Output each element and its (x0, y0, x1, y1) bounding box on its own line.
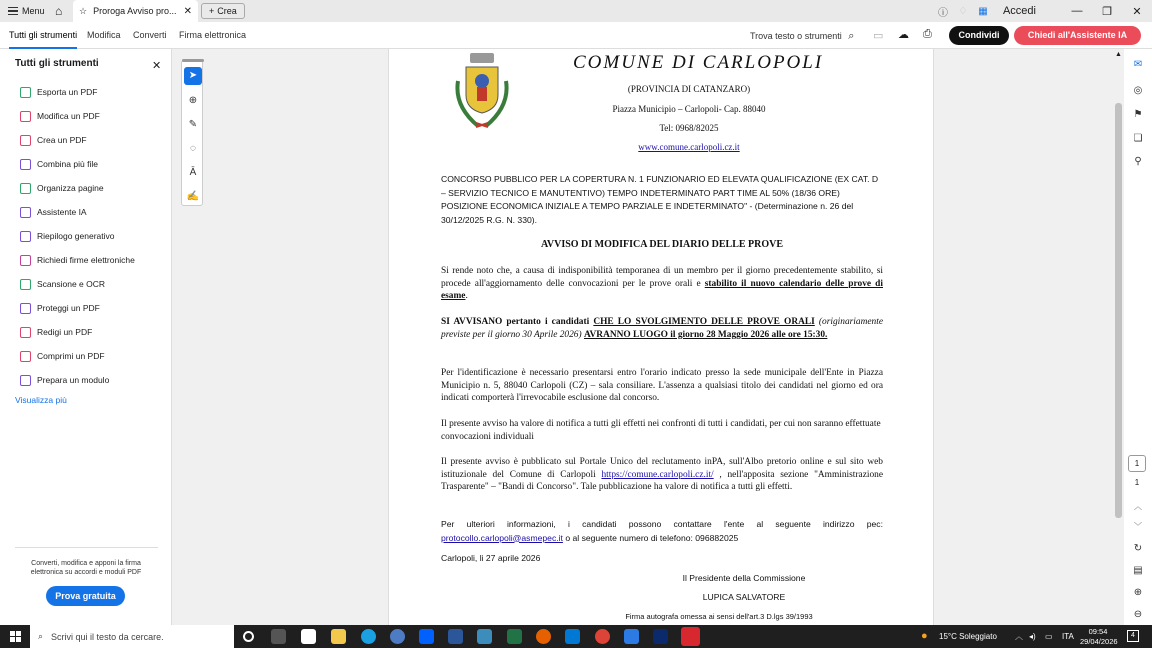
p2a: Si rende noto che, a causa di indisponibilità temporanea di un membro per il giorno precedentemente stabilito, si procede all'aggiornamento delle convocazioni per le prove orali e (441, 266, 883, 289)
sidebar-item-label: Esporta un PDF (37, 87, 98, 97)
attachment-icon[interactable]: ⚲ (1134, 156, 1142, 167)
tool-icon (20, 207, 31, 218)
province: (PROVINCIA DI CATANZARO) (627, 84, 751, 94)
tool-icon (20, 183, 31, 194)
search-icon: ⌕ (848, 30, 855, 42)
ai-assistant-button[interactable]: Chiedi all'Assistente IA (1014, 26, 1141, 45)
sidebar-item[interactable] (20, 180, 104, 196)
sidebar-item-label: Crea un PDF (37, 135, 87, 145)
cloud-upload-icon[interactable]: ☁ (898, 29, 909, 41)
sidebar-item-label: Modifica un PDF (37, 111, 100, 121)
new-tab-button[interactable] (201, 3, 245, 19)
app-icon[interactable] (390, 629, 405, 644)
tool-icon (20, 135, 31, 146)
title-bar (0, 0, 1152, 22)
total-pages: 1 (1134, 478, 1140, 487)
sidebar-item-label: Scansione e OCR (37, 279, 106, 289)
sidebar-item[interactable] (20, 252, 135, 268)
chrome-icon[interactable] (595, 629, 610, 644)
sidebar-item-label: Organizza pagine (37, 183, 104, 193)
share-button[interactable]: Condividi (949, 26, 1009, 45)
sidebar-item[interactable] (20, 348, 105, 364)
sidebar-item[interactable] (20, 204, 87, 220)
municipality-title: COMUNE DI CARLOPOLI (573, 52, 824, 73)
paragraph-4: Il presente avviso ha valore di notifica a tutti gli effetti nei confronti di tutti i candidati, per cui non saranno effettuate convocazioni individuali (441, 419, 881, 442)
apps-icon[interactable]: ▦ (978, 5, 988, 17)
sidebar-item[interactable] (20, 324, 92, 340)
paragraph-6 (441, 518, 883, 545)
app-icon[interactable] (624, 629, 639, 644)
star-icon[interactable]: ☆ (79, 5, 88, 16)
save-icon[interactable]: ▭ (873, 30, 884, 42)
scroll-up-icon[interactable]: ▲ (1115, 51, 1122, 58)
zoom-out-icon[interactable]: ⊖ (1133, 609, 1143, 620)
cortana-icon[interactable] (243, 631, 254, 642)
sidebar-item[interactable] (20, 276, 105, 292)
page-up-icon[interactable]: ︿ (1134, 502, 1142, 511)
acrobat-icon[interactable] (681, 627, 700, 646)
sidebar-item-label: Assistente IA (37, 207, 87, 217)
sidebar-item[interactable] (20, 228, 115, 244)
network-icon[interactable]: ▭ (1045, 632, 1053, 641)
select-cursor-icon[interactable]: ➤ (184, 67, 202, 85)
notice-heading: AVVISO DI MODIFICA DEL DIARIO DELLE PROVE (540, 239, 784, 250)
website-link[interactable]: www.comune.carlopoli.cz.it (638, 142, 740, 152)
document-tab[interactable] (73, 0, 198, 22)
tab-edit[interactable]: Modifica (87, 30, 121, 40)
paragraph-2 (441, 316, 883, 341)
page-down-icon[interactable]: ﹀ (1134, 522, 1142, 531)
text-select-icon[interactable]: Ā (189, 167, 197, 178)
tools-sidebar (0, 49, 172, 625)
signature-name: LUPICA SALVATORE (702, 592, 786, 602)
lasso-icon[interactable]: ◌ (190, 143, 196, 154)
address: Piazza Municipio – Carlopoli- Cap. 88040 (612, 104, 766, 114)
vertical-scrollbar[interactable] (1113, 49, 1124, 625)
sidebar-item[interactable] (20, 84, 97, 100)
windows-start-icon[interactable] (10, 631, 21, 642)
sidebar-item[interactable] (20, 156, 98, 172)
plus-icon: + (209, 6, 215, 16)
weather-text[interactable]: 15°C Soleggiato (939, 632, 997, 641)
taskbar (0, 625, 1152, 648)
restore-icon[interactable]: ❐ (1102, 5, 1112, 18)
tab-all-tools[interactable]: Tutti gli strumenti (9, 22, 77, 49)
tab-convert[interactable]: Converti (133, 30, 167, 40)
sidebar-item-label: Richiedi firme elettroniche (37, 255, 135, 265)
tool-icon (20, 255, 31, 266)
notification-badge[interactable]: 4 (1127, 630, 1139, 642)
pdf-page (388, 49, 934, 625)
tab-esign[interactable]: Firma elettronica (179, 30, 247, 40)
help-icon[interactable]: ⓘ (937, 7, 948, 19)
excel-icon[interactable] (507, 629, 522, 644)
ai-chat-icon[interactable]: ◎ (1133, 85, 1143, 96)
p6a: Il presente avviso è pubblicato sul Portale Unico del reclutamento inPA, sull'Albo pretorio online e sul sito web istituzionale del Comune di Carlopoli (441, 457, 883, 480)
dropbox-icon[interactable] (419, 629, 434, 644)
find-label: Trova testo o strumenti (750, 31, 842, 41)
tool-icon (20, 159, 31, 170)
signature-role: Il Presidente della Commissione (682, 573, 806, 583)
quick-tools-rail (181, 60, 203, 206)
paragraph-3: Per l'identificazione è necessario presentarsi entro l'orario indicato presso la sede municipale dell'Ente in Piazza Municipio n. 5, 88040 Carlopoli (CZ) – sala consiliare. L'assenza a qualsiasi titolo dei candidati nel giorno ed ora indicati comporterà l'irrevocabile esclusione dal concorso. (441, 368, 883, 404)
app-icon[interactable] (565, 629, 580, 644)
pen-icon[interactable]: ✎ (188, 119, 198, 130)
subject-paragraph: CONCORSO PUBBLICO PER LA COPERTURA N. 1 FUNZIONARIO ED ELEVATA QUALIFICAZIONE (EX CAT. D – SERVIZIO TECNICO E MANUTENTIVO) TEMPO INDETERMINATO PART TIME AL 50% (18/36 ORE) POSIZIONE ECONOMICA INIZIALE A TEMPO PARZIALE E INDETERMINATO" - (Determinazione n. 26 del 30/12/2025 R.G. N. 330). (441, 174, 879, 225)
main-toolbar (0, 22, 1152, 49)
signin-button[interactable]: Accedi (1002, 5, 1036, 17)
p6b: , nell'apposita sezione "Amministrazione Trasparente" – "Bandi di Concorso". Tale pubblicazione ha valore di notifica a tutti gli effetti. (441, 469, 883, 493)
p3b: CHE LO SVOLGIMENTO DELLE PROVE ORALI (593, 317, 815, 327)
tool-icon (20, 231, 31, 242)
sidebar-title: Tutti gli strumenti (15, 58, 99, 69)
time: 09:54 (1088, 627, 1108, 636)
p7b: o al seguente numero di telefono: 096882025 (562, 532, 739, 543)
promo-text: Converti, modifica e apponi la firma elettronica su accordi e moduli PDF (30, 560, 142, 576)
zoom-comment-icon[interactable]: ⊕ (188, 95, 198, 106)
place-date: Carlopoli, li 27 aprile 2026 (441, 553, 541, 563)
phone: Tel: 0968/82025 (659, 123, 719, 133)
rail-handle[interactable] (182, 59, 204, 62)
chrome-g-icon[interactable] (301, 629, 316, 644)
minimize-icon[interactable]: — (1071, 5, 1083, 17)
clock[interactable] (1080, 627, 1116, 646)
sidebar-item[interactable] (20, 372, 109, 388)
p3d: AVRANNO LUOGO il giorno 28 Maggio 2026 alle ore 15:30. (583, 329, 828, 340)
site-url-link[interactable]: https://comune.carlopoli.cz.it/ (601, 469, 714, 480)
close-window-icon[interactable]: ✕ (1132, 5, 1142, 18)
zoom-in-icon[interactable]: ⊕ (1133, 587, 1143, 598)
sidebar-item-label: Combina più file (37, 159, 98, 169)
store-icon[interactable] (477, 629, 492, 644)
sidebar-item[interactable] (20, 132, 87, 148)
tool-icon (20, 375, 31, 386)
current-page-input[interactable]: 1 (1128, 455, 1146, 472)
tool-icon (20, 279, 31, 290)
menu-button[interactable] (0, 0, 53, 22)
tray-arrow-icon[interactable]: ︿ (1015, 632, 1023, 641)
p2b: stabilito il nuovo calendario delle prove di esame (441, 278, 883, 302)
coat-of-arms-icon (452, 51, 512, 133)
tool-icon (20, 87, 31, 98)
sidebar-item[interactable] (20, 300, 100, 316)
task-view-icon[interactable] (271, 629, 286, 644)
edge-icon[interactable] (361, 629, 376, 644)
sidebar-item-label: Proteggi un PDF (37, 303, 100, 313)
search-icon: ⌕ (38, 631, 44, 641)
paragraph-1 (441, 265, 883, 303)
word-icon[interactable] (448, 629, 463, 644)
scroll-thumb[interactable] (1115, 103, 1122, 518)
sign-icon[interactable]: ✍ (186, 191, 200, 202)
weather-icon: ● (921, 630, 928, 642)
language[interactable]: ITA (1062, 632, 1074, 641)
home-icon[interactable]: ⌂ (55, 4, 63, 18)
tool-icon (20, 303, 31, 314)
sidebar-item-label: Riepilogo generativo (37, 231, 115, 241)
sidebar-item-label: Redigi un PDF (37, 327, 93, 337)
new-tab-label: Crea (217, 6, 237, 16)
sidebar-item-label: Prepara un modulo (37, 375, 110, 385)
pec-email-link[interactable]: protocollo.carlopoli@asmepec.it (441, 532, 563, 543)
p3a: SI AVVISANO pertanto i candidati (441, 317, 594, 327)
rotate-icon[interactable]: ↻ (1133, 543, 1143, 554)
find-tools[interactable] (750, 30, 854, 43)
paragraph-5 (441, 456, 883, 494)
hamburger-icon (8, 7, 18, 15)
footnote: Firma autografa omessa ai sensi dell'art.3 D.lgs 39/1993 (625, 612, 813, 621)
tool-icon (20, 351, 31, 362)
app-icon[interactable] (653, 629, 668, 644)
page-fit-icon[interactable]: ▤ (1133, 565, 1143, 576)
date: 29/04/2026 (1080, 636, 1118, 646)
bookmark-icon[interactable]: ⚑ (1133, 109, 1143, 120)
sidebar-item[interactable] (20, 108, 100, 124)
tab-title: Proroga Avviso pro... (93, 6, 177, 16)
close-tab-icon[interactable]: ✕ (183, 5, 192, 17)
close-sidebar-icon[interactable]: ✕ (152, 60, 162, 72)
print-icon[interactable]: ⎙ (923, 28, 932, 40)
divider (15, 547, 158, 548)
sidebar-item-label: Comprimi un PDF (37, 351, 105, 361)
firefox-icon[interactable] (536, 629, 551, 644)
search-placeholder: Scrivi qui il testo da cercare. (51, 631, 164, 642)
volume-icon[interactable]: ◂) (1029, 632, 1036, 641)
p7a: Per ulteriori informazioni, i candidati possono contattare l'ente al seguente indirizzo pec: (441, 519, 883, 529)
show-more-link[interactable]: Visualizza più (15, 395, 67, 405)
taskbar-search[interactable] (30, 625, 234, 648)
free-trial-button[interactable]: Prova gratuita (46, 586, 125, 606)
tool-icon (20, 327, 31, 338)
right-panel (1124, 49, 1152, 625)
p2c: . (465, 291, 468, 302)
p3c: (originariamente previste per il giorno 30 Aprile 2026) (441, 317, 883, 340)
tool-icon (20, 111, 31, 122)
comment-icon[interactable]: ✉ (1133, 59, 1143, 70)
pages-icon[interactable]: ❏ (1133, 133, 1143, 144)
menu-label: Menu (22, 6, 45, 16)
file-explorer-icon[interactable] (331, 629, 346, 644)
bell-icon[interactable]: ♢ (958, 5, 968, 17)
